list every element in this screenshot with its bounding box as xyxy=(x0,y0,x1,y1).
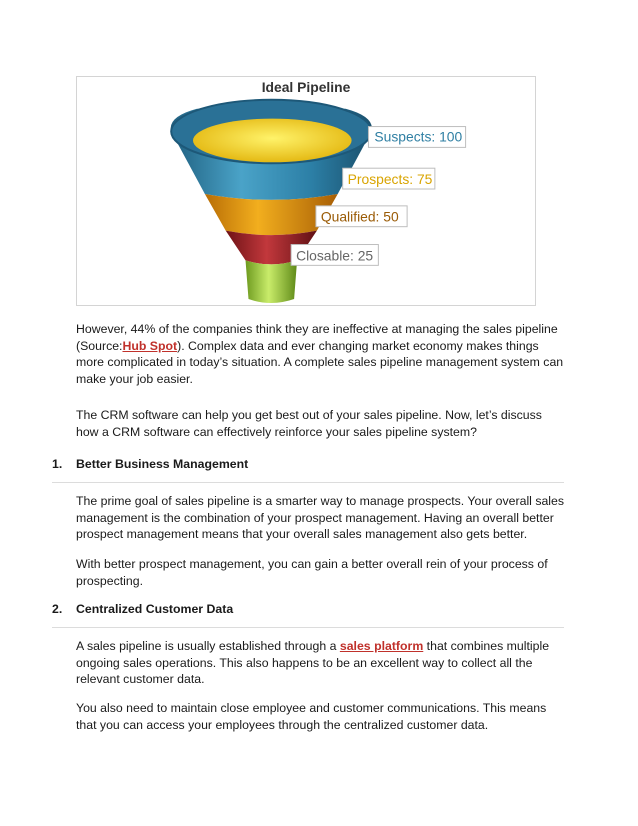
section-1-paragraph-1 xyxy=(76,493,566,543)
section-1-p2-text: With better prospect management, you can gain a better overall rein of your process of prospecting. xyxy=(76,557,548,588)
section-1-title: Better Business Management xyxy=(76,457,249,471)
label-closable: Closable: 25 xyxy=(296,247,374,264)
section-2-title: Centralized Customer Data xyxy=(76,602,234,616)
intro-paragraph xyxy=(76,321,566,387)
hub-spot-link[interactable]: Hub Spot xyxy=(122,338,178,353)
figure-title: Ideal Pipeline xyxy=(261,78,351,95)
funnel-opening-prospects xyxy=(193,119,352,163)
section-2-paragraph-2 xyxy=(76,700,566,733)
label-qualified: Qualified: 50 xyxy=(320,208,399,225)
section-2-p1-end: that combines multiple ongoing sales operations. This also happens to be an excellent way to collect all the relevant customer data. xyxy=(76,639,550,686)
section-2-p2-text: You also need to maintain close employee and customer communications. This means that you can access your employees through the centralized customer data. xyxy=(76,701,547,732)
section-1-number: 1. xyxy=(52,457,63,471)
section-2-heading xyxy=(52,602,564,628)
crm-paragraph xyxy=(76,407,566,440)
section-1-heading xyxy=(52,457,564,483)
label-suspects: Suspects: 100 xyxy=(374,128,463,145)
sales-platform-link[interactable]: sales platform xyxy=(339,639,424,653)
funnel-spout xyxy=(246,260,298,303)
crm-paragraph-text: The CRM software can help you get best out of your sales pipeline. Now, let’s discuss how a CRM software can effectively reinforce your sales pipeline system? xyxy=(76,408,542,439)
section-2-p1-start: A sales pipeline is usually established through a xyxy=(76,639,340,653)
ideal-pipeline-figure xyxy=(76,76,536,306)
label-prospects: Prospects: 75 xyxy=(347,171,433,188)
section-2-paragraph-1 xyxy=(76,638,566,688)
section-2-number: 2. xyxy=(52,602,63,616)
intro-text-end: ). Complex data and ever changing market economy makes things more complicated in today’s situation. A complete sales pipeline management system can make your job easier. xyxy=(76,338,564,386)
section-1-p1-text: The prime goal of sales pipeline is a smarter way to manage prospects. Your overall sales management is the combination of your prospect management. Having an overall better prospect management means that your overall sales management also gets better. xyxy=(76,494,565,541)
intro-text-start: However, 44% of the companies think they are ineffective at managing the sales pipeline (Source: xyxy=(76,322,558,353)
section-1-paragraph-2 xyxy=(76,556,566,589)
